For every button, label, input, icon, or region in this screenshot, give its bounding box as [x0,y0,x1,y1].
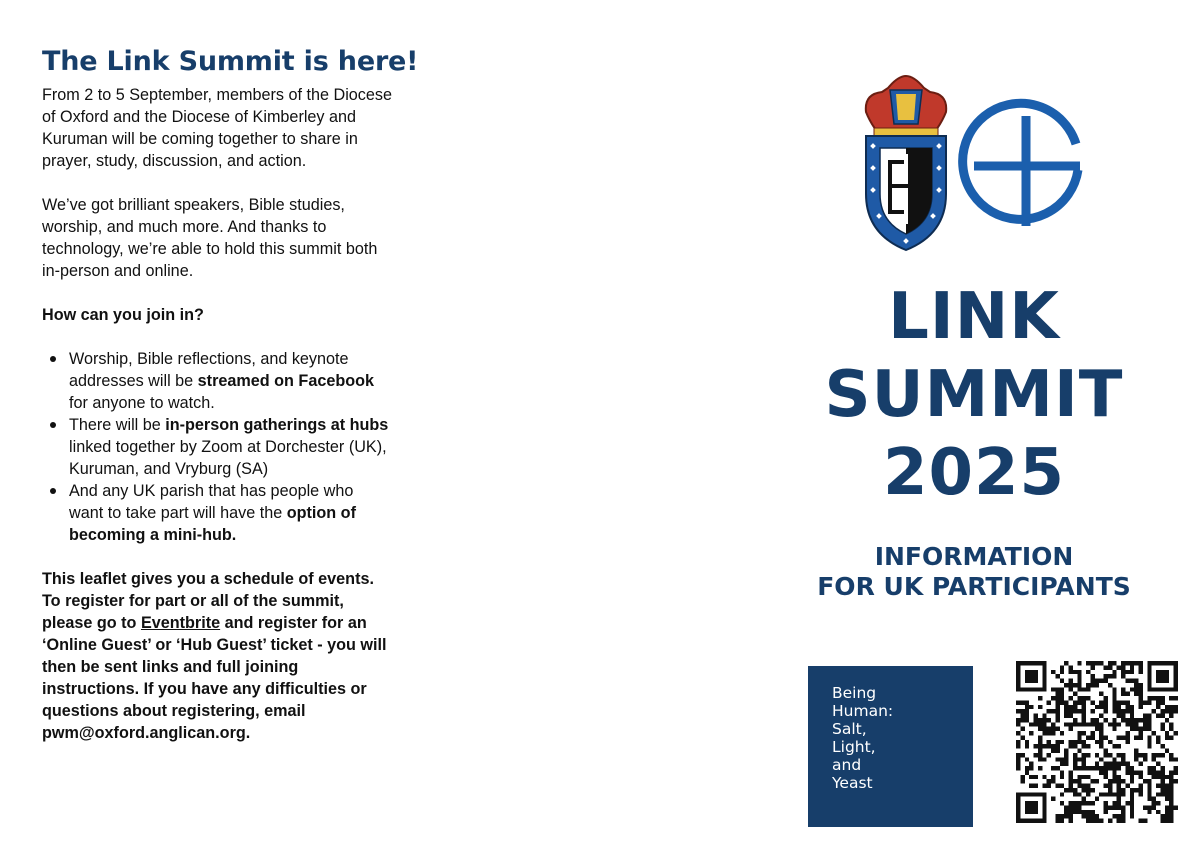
list-item: There will be in-person gatherings at hubs linked together by Zoom at Dorchester (UK), Kuruman, and Vryburg (SA) [69,414,392,480]
left-column [42,44,419,744]
list-item: Worship, Bible reflections, and keynote addresses will be streamed on Facebook for anyone to watch. [69,348,392,414]
join-options-list [42,348,392,546]
summit-title [794,278,1154,512]
join-question: How can you join in? [42,306,204,324]
list-item: And any UK parish that has people who want to take part will have the option of becoming a mini-hub. [69,480,392,546]
eventbrite-link[interactable]: Eventbrite [140,614,221,632]
theme-box: Being Human: Salt, Light, and Yeast [808,666,973,827]
registration-paragraph: This leaflet gives you a schedule of events. To register for part or all of the summit, please go to Eventbrite and register for an ‘Online Guest’ or ‘Hub Guest’ ticket - you will then be sent links and full joining instructions. If you have any difficulties or questions about registering, email pwm@oxford.anglican.org. [42,570,387,742]
subtitle-line: FOR UK PARTICIPANTS [817,572,1131,601]
logos [846,74,1096,254]
page-title: The Link Summit is here! [42,46,419,77]
church-of-england-icon [963,103,1080,226]
diocese-crest-icon [866,76,946,250]
speakers-paragraph: We’ve got brilliant speakers, Bible studies, worship, and much more. And thanks to technology, we’re able to hold this summit both in-person and online. [42,196,378,280]
title-line: 2025 [882,436,1066,510]
qr-code-icon[interactable] [1016,661,1178,823]
info-subtitle [794,542,1154,602]
intro-paragraph: From 2 to 5 September, members of the Diocese of Oxford and the Diocese of Kimberley and Kuruman will be coming together to share in prayer, study, discussion, and action. [42,86,392,170]
subtitle-line: INFORMATION [874,542,1074,571]
title-line: LINK [888,280,1060,354]
title-line: SUMMIT [824,358,1124,432]
